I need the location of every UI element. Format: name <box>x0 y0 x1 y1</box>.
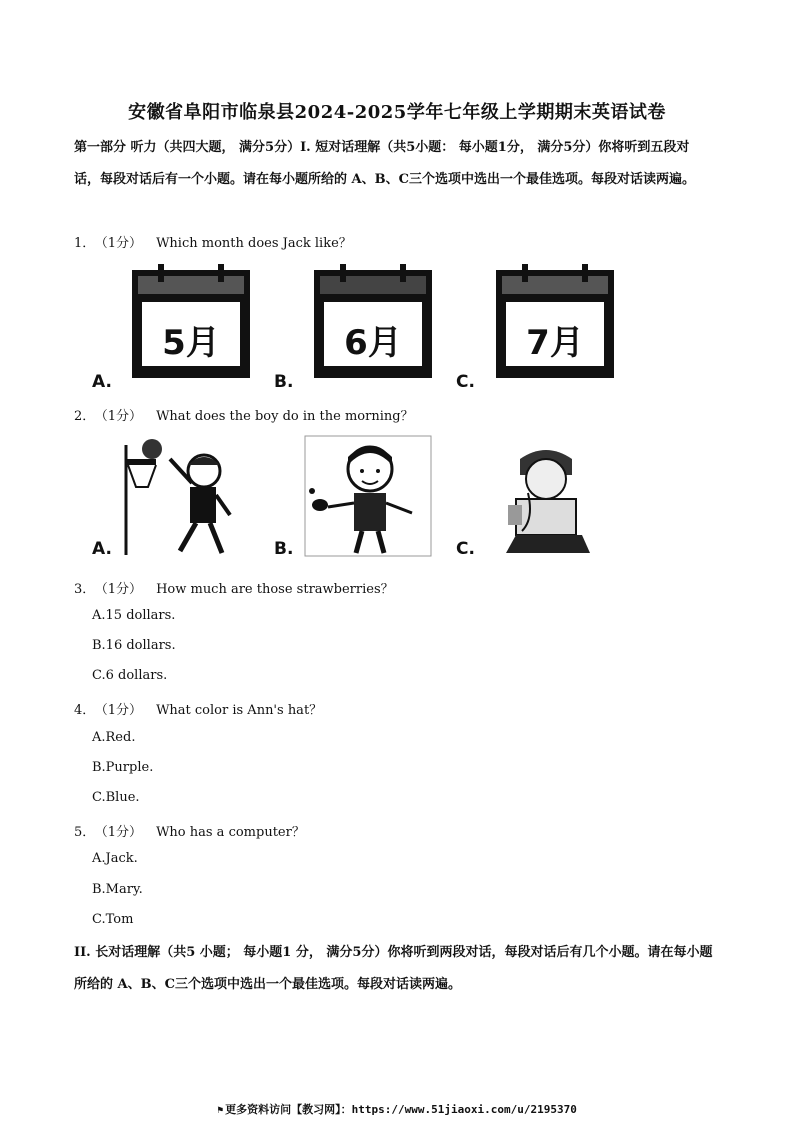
basketball-icon <box>122 435 242 559</box>
option-c: C.Tom <box>92 912 134 927</box>
ping-pong-icon <box>304 435 434 559</box>
calendar-icon <box>310 262 440 392</box>
calendar-icon <box>492 262 622 392</box>
question-text: What does the boy do in the morning？ <box>156 409 414 424</box>
footer-link[interactable] <box>0 1101 794 1117</box>
question-score: （1分） <box>101 825 143 840</box>
question-3 <box>74 578 394 597</box>
question-text: How much are those strawberries？ <box>156 582 394 597</box>
footer-text: 更多资料访问【教习网】：https://www.51jiaoxi.com/u/2195370 <box>225 1103 577 1116</box>
calendar-month: 7月 <box>526 323 584 363</box>
option-a: A.Jack. <box>92 851 138 866</box>
question-number: 3． <box>74 582 96 597</box>
question-number: 1． <box>74 236 96 251</box>
calendar-month: 6月 <box>344 323 402 363</box>
section-2-instructions: II. 长对话理解（共5 小题； 每小题1 分， 满分5分）你将听到两段对话，每段对话后有几个小题。请在每小题所给的 A、B、C三个选项中选出一个最佳选项。每段对话读两遍。 <box>74 945 713 992</box>
option-label: C. <box>456 539 475 559</box>
calendar-month: 5月 <box>162 323 220 363</box>
option-a-picture <box>92 435 252 559</box>
page-title: 安徽省阜阳市临泉县2024-2025学年七年级上学期期末英语试卷 <box>128 102 666 123</box>
option-c: C.Blue. <box>92 790 140 805</box>
question-score: （1分） <box>101 236 143 251</box>
option-label: B. <box>274 372 294 392</box>
flag-icon: ⚑ <box>217 1105 224 1116</box>
option-a: A.Red. <box>92 730 136 745</box>
question-2-image-options <box>92 435 652 559</box>
question-number: 4． <box>74 703 96 718</box>
option-b: B.Mary. <box>92 882 143 897</box>
option-b: B.Purple. <box>92 760 154 775</box>
option-c-picture <box>456 435 616 559</box>
section-1-instructions: 第一部分 听力（共四大题， 满分5分）I. 短对话理解（共5小题： 每小题1分， 满分5分）你将听到五段对话，每段对话后有一个小题。请在每小题所给的 A、B、C三个选项中选出一个最佳选项。每段对话读两遍。 <box>74 140 695 187</box>
question-text: What color is Ann's hat？ <box>156 703 323 718</box>
calendar-icon <box>128 262 278 392</box>
option-a-calendar <box>92 262 252 392</box>
question-4 <box>74 699 322 718</box>
question-5 <box>74 821 305 840</box>
question-score: （1分） <box>101 703 143 718</box>
question-text: Which month does Jack like？ <box>156 236 352 251</box>
question-1-image-options <box>92 262 652 392</box>
question-2 <box>74 405 414 424</box>
option-b: B.16 dollars. <box>92 638 176 653</box>
option-b-calendar <box>274 262 434 392</box>
question-text: Who has a computer？ <box>156 825 305 840</box>
reading-icon <box>486 435 616 559</box>
option-c: C.6 dollars. <box>92 668 168 683</box>
question-1 <box>74 232 352 251</box>
option-c-calendar <box>456 262 616 392</box>
option-label: B. <box>274 539 294 559</box>
option-b-picture <box>274 435 434 559</box>
option-label: A. <box>92 539 112 559</box>
option-label: C. <box>456 372 475 392</box>
option-label: A. <box>92 372 112 392</box>
option-a: A.15 dollars. <box>92 608 176 623</box>
question-score: （1分） <box>101 409 143 424</box>
question-number: 5． <box>74 825 96 840</box>
question-score: （1分） <box>101 582 143 597</box>
question-number: 2． <box>74 409 96 424</box>
